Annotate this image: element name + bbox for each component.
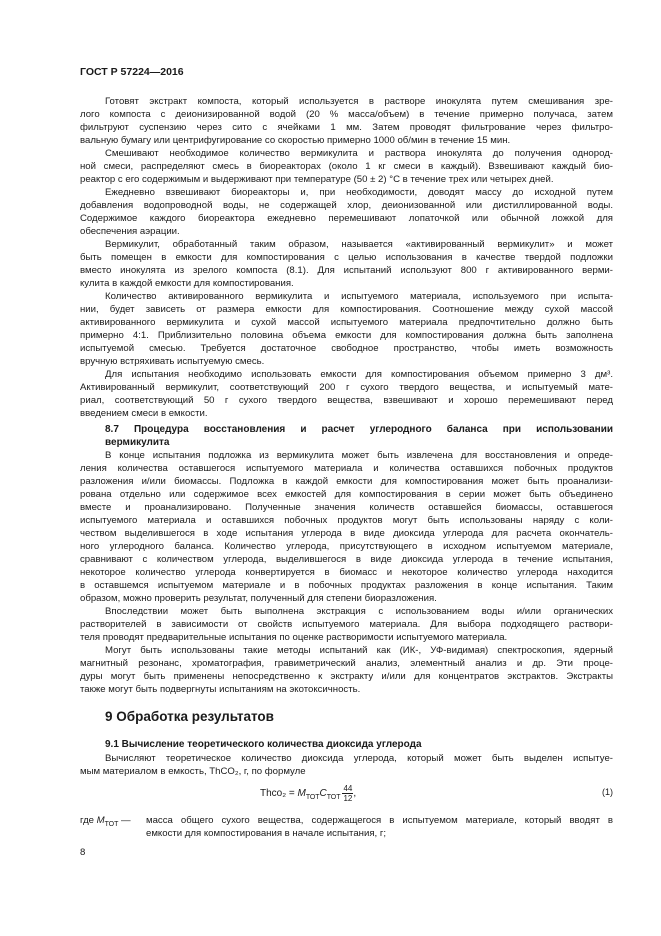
text-line: кулита в каждой емкости для компостирования.: [80, 278, 294, 289]
text-line: введением смеси в емкости.: [80, 408, 208, 419]
text-line: разложения и/или биомассы. Подложка в каждой емкости для компостирования может быть проанализи-: [80, 476, 613, 487]
paragraphs-group-a: [80, 95, 613, 420]
var-c: C: [319, 788, 327, 800]
formula-expression: [260, 784, 356, 804]
where-clause: [80, 814, 613, 840]
formula-tail: ,: [353, 788, 357, 800]
paragraph: [80, 449, 613, 605]
text-line: лого компоста с деионизированной водой (20 % масса/объем) в течение примерно получаса, затем: [80, 109, 613, 120]
paragraphs-group-b: [80, 449, 613, 696]
where-term: [80, 814, 131, 831]
text-line: чеством выделившегося в ходе испытания углерода в виде диоксида углерода для расчета окончатель-: [80, 528, 613, 539]
text-line: растворителей в зависимости от свойств испытуемого материала. Для выбора подходящего раствори-: [80, 619, 613, 630]
var-m: M: [96, 815, 105, 826]
text-line: Активированный вермикулит, соответствующий 200 г сухого твердого вещества, и испытуемый мате-: [80, 382, 613, 393]
fraction: [342, 784, 353, 803]
text-line: ного углеродного баланса. Количество углерода, присутствующего в исходном испытуемом материале,: [80, 541, 613, 552]
numerator: 44: [343, 784, 353, 793]
text-line: Количество активированного вермикулита и испытуемого материала, используемого при испыта-: [105, 291, 613, 302]
where-description: [146, 814, 613, 840]
text-line: активированного вермикулита и сухой массой испытуемого материала предпочтительно должно быть: [80, 317, 613, 328]
paragraph: [80, 290, 613, 368]
paragraph: [80, 368, 613, 420]
page-content: [80, 95, 613, 840]
section-8-7-heading: [80, 423, 613, 449]
text-line: ной смеси, распределяют смесь в биореакторах (около 1 кг смеси в каждый). Взвешивают каждый био-: [80, 161, 613, 172]
section-9-heading: 9 Обработка результатов: [105, 709, 274, 724]
text-line: дуры могут быть применены непосредственно к экстракту и/или для концентратов экстрактов. Экстракты: [80, 671, 613, 682]
text-line: мым материалом в емкость, ThCO₂, г, по формуле: [80, 766, 306, 777]
where-prefix: где: [80, 815, 97, 826]
text-line: в оставшемся испытуемом материале и в побочных продуктах разложения в конце испытания. Таким: [80, 580, 613, 591]
text-line: Могут быть использованы такие методы испытаний как (ИК-, УФ-видимая) спектроскопия, ядерный: [105, 645, 613, 656]
text-line: добавления водопроводной воды, не содержащей хлор, деионизованной или дистиллированной воды.: [80, 200, 613, 211]
paragraph: [80, 186, 613, 238]
text-line: рована отдельно или содержимое всех емкостей для компостирования в серии может быть объединено: [80, 489, 613, 500]
text-line: образом, можно проверить результат, полученный для степени биоразложения.: [80, 593, 437, 604]
text-line: Впоследствии может быть выполнена экстракция с использованием воды и/или органических: [105, 606, 613, 617]
paragraph: [80, 644, 613, 696]
paragraph: [80, 147, 613, 186]
text-line: испытуемого материала и оставшихся побочных продуктов могут быть использованы наряду с коли-: [80, 515, 613, 526]
text-line: теля проводят предварительные испытания по оценке растворимости испытуемого материала.: [80, 632, 508, 643]
formula-lhs: Thco₂ =: [260, 788, 298, 800]
text-line: магнитный резонанс, хроматография, гравиметрический анализ, элементный анализ и др. Эти проце-: [80, 658, 613, 669]
section-9-1-heading: 9.1 Вычисление теоретического количества диоксида углерода: [105, 739, 422, 750]
text-line: фильтруют суспензию через сито с ячейками 1 мм. Затем проводят фильтрование через фильтро-: [80, 122, 613, 133]
heading-line: 8.7 Процедура восстановления и расчет углеродного баланса при использовании: [105, 424, 613, 435]
formula-1: [80, 778, 613, 808]
text-line: Содержимое каждого биореактора ежедневно перемешивают лопаточкой или обычной ложкой для: [80, 213, 613, 224]
text-line: масса общего сухого вещества, содержащегося в испытуемом материале, который вводят в: [146, 815, 613, 826]
paragraph: [80, 605, 613, 644]
paragraph: [80, 95, 613, 147]
text-line: риал, соответствующий 50 г сухого твердого вещества, взвешивают и хорошо перемешивают перед: [80, 395, 613, 406]
text-line: также могут быть подвергнуты испытаниям на экотоксичность.: [80, 684, 361, 695]
text-line: Ежедневно взвешивают биореакторы и, при необходимости, доводят массу до исходной путем: [105, 187, 613, 198]
text-line: сравнивают с количеством углерода, выделившегося в виде диоксида углерода в течение испытания,: [80, 554, 613, 565]
var-m: M: [297, 788, 306, 800]
text-line: нии, будет зависеть от размера емкости для компостирования. Соотношение между сухой массой: [80, 304, 613, 315]
text-line: примерно 4:1. Приблизительно половина объема емкости для компостирования должна быть заполнена: [80, 330, 613, 341]
document-header: ГОСТ Р 57224—2016: [80, 66, 184, 78]
sub-tot: ТОТ: [326, 794, 341, 802]
paragraph: [80, 238, 613, 290]
page-number: 8: [80, 847, 86, 858]
text-line: В конце испытания подложка из вермикулита может быть извлечена для восстановления и опреде-: [105, 450, 613, 461]
text-line: ления количества оставшегося испытуемого материала и количества оставшихся побочных продуктов: [80, 463, 613, 474]
paragraph: [80, 752, 613, 778]
text-line: вручную встряхивать испытуемую смесь.: [80, 356, 265, 367]
denominator: 12: [343, 794, 353, 803]
text-line: вместе и проанализировано. Полученные значения количеств оставшейся биомассы, оставшегося: [80, 502, 613, 513]
text-line: обеспечения аэрации.: [80, 226, 180, 237]
text-line: Для испытания необходимо использовать емкости для компостирования объемом примерно 3 дм³.: [105, 369, 613, 380]
text-line: реактор с его содержимым и выдерживают при температуре (50 ± 2) °С в течение трех или четырех дней.: [80, 174, 554, 185]
text-line: Вычисляют теоретическое количество диоксида углерода, который может быть выделен испытуе-: [105, 753, 613, 764]
text-line: Готовят экстракт компоста, который используется в растворе инокулята путем смешивания зре-: [105, 96, 613, 107]
sub-tot: ТОТ: [104, 820, 119, 828]
text-line: быть помещен в емкости для компостирования с целью использования в качестве твердой подложки: [80, 252, 613, 263]
heading-line: вермикулита: [105, 437, 170, 448]
text-line: вместо инокулята из зрелого компоста (8.1). Для испытаний используют 800 г активированного верми-: [80, 265, 613, 276]
sub-tot: ТОТ: [305, 794, 320, 802]
text-line: Вермикулит, обработанный таким образом, называется «активированный вермикулит» и может: [105, 239, 613, 250]
formula-number: (1): [602, 787, 613, 797]
text-line: Смешивают необходимое количество вермикулита и раствора инокулята до получения однород-: [105, 148, 613, 159]
text-line: емкости для компостирования в начале испытания, г;: [146, 828, 387, 839]
text-line: некоторое количество углерода конвертируется в биомасс и некоторое количество углерода находится: [80, 567, 613, 578]
dash: —: [118, 815, 131, 826]
text-line: испытуемой смесью. Требуется достаточное свободное пространство, чтобы иметь возможность: [80, 343, 613, 354]
text-line: вальную бумагу или центрифугирование со скоростью примерно 1000 об/мин в течение 15 мин.: [80, 135, 511, 146]
